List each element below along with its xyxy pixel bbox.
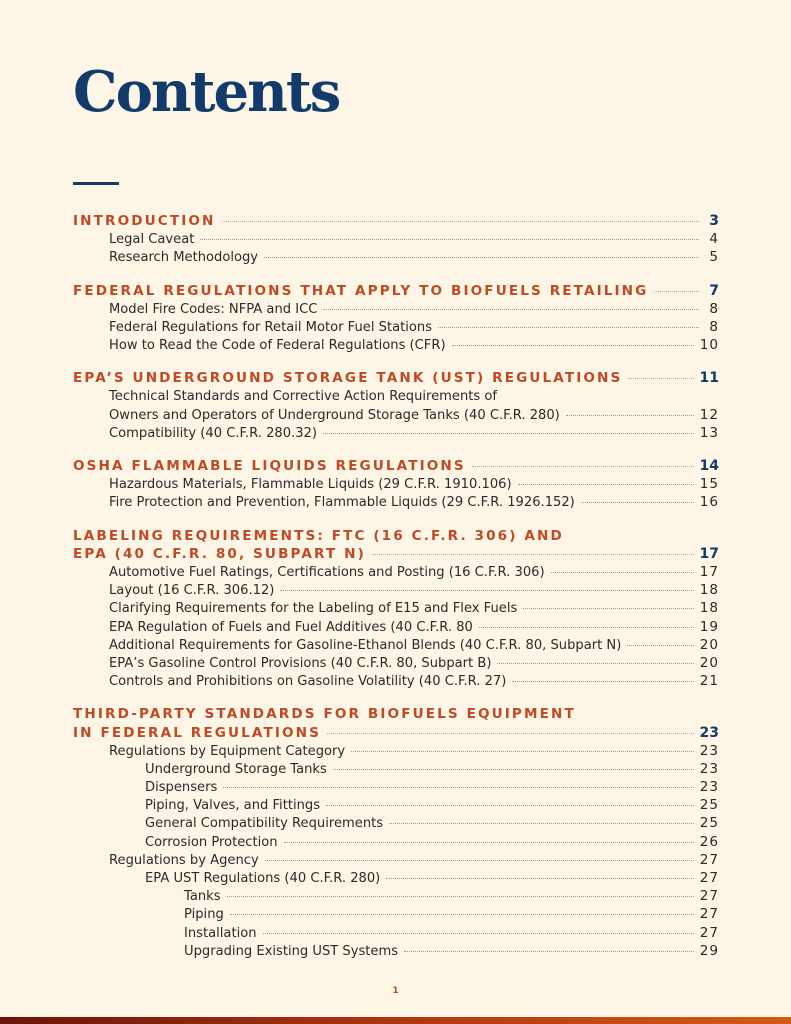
toc-page-number: 15 bbox=[699, 476, 719, 493]
toc-entry-title: Model Fire Codes: NFPA and ICC bbox=[109, 301, 318, 317]
toc-entry-title: Owners and Operators of Underground Storage Tanks (40 C.F.R. 280) bbox=[109, 407, 560, 423]
toc-entry[interactable] bbox=[73, 337, 719, 355]
toc-heading-entry[interactable] bbox=[73, 458, 719, 476]
dot-leader bbox=[323, 309, 699, 310]
toc-entry-title: Regulations by Agency bbox=[109, 852, 259, 868]
toc-page-number: 18 bbox=[699, 582, 719, 599]
toc-entry[interactable] bbox=[73, 906, 719, 924]
dot-leader bbox=[472, 466, 694, 467]
toc-page-number: 7 bbox=[709, 282, 719, 299]
toc-entry[interactable] bbox=[73, 389, 719, 407]
toc-entry-title: Clarifying Requirements for the Labeling of E15 and Flex Fuels bbox=[109, 601, 518, 617]
dot-leader bbox=[222, 221, 700, 222]
dot-leader bbox=[230, 914, 694, 915]
toc-page-number: 23 bbox=[699, 760, 719, 777]
dot-leader bbox=[581, 502, 694, 503]
toc-page-number: 27 bbox=[699, 851, 719, 868]
dot-leader bbox=[497, 663, 693, 664]
dot-leader bbox=[372, 554, 694, 555]
toc-entry-title: How to Read the Code of Federal Regulations (CFR) bbox=[109, 338, 446, 354]
toc-heading-entry[interactable] bbox=[73, 213, 719, 231]
toc-entry-title: EPA (40 C.F.R. 80, SUBPART N) bbox=[73, 545, 366, 562]
toc-entry[interactable] bbox=[73, 743, 719, 761]
toc-entry-title: Automotive Fuel Ratings, Certifications and Posting (16 C.F.R. 306) bbox=[109, 565, 545, 580]
toc-entry-title: Tanks bbox=[184, 889, 221, 905]
dot-leader bbox=[200, 239, 699, 240]
toc-page-number: 13 bbox=[699, 424, 719, 441]
toc-entry-title: Upgrading Existing UST Systems bbox=[184, 943, 399, 959]
toc-entry-title: Layout (16 C.F.R. 306.12) bbox=[109, 583, 275, 599]
toc-entry[interactable] bbox=[73, 779, 719, 797]
toc-entry[interactable] bbox=[73, 834, 719, 852]
toc-entry[interactable] bbox=[73, 476, 719, 494]
toc-page-number: 25 bbox=[699, 815, 719, 832]
toc-entry-title: Additional Requirements for Gasoline-Ethanol Blends (40 C.F.R. 80, Subpart N) bbox=[109, 637, 622, 653]
toc-entry-title: FEDERAL REGULATIONS THAT APPLY TO BIOFUELS RETAILING bbox=[73, 282, 649, 299]
dot-leader bbox=[654, 291, 699, 292]
toc-section bbox=[73, 458, 719, 513]
toc-page-number: 27 bbox=[699, 906, 719, 923]
dot-leader bbox=[479, 627, 694, 628]
toc-entry[interactable] bbox=[73, 943, 719, 961]
dot-leader bbox=[333, 769, 694, 770]
toc-page-number: 4 bbox=[709, 231, 719, 248]
toc-page-number: 29 bbox=[699, 942, 719, 959]
dot-leader bbox=[438, 327, 699, 328]
toc-entry-title: LABELING REQUIREMENTS: FTC (16 C.F.R. 306) AND bbox=[73, 527, 564, 544]
toc-entry[interactable] bbox=[73, 655, 719, 673]
toc-page-number: 27 bbox=[699, 870, 719, 886]
toc-entry[interactable] bbox=[73, 425, 719, 443]
dot-leader bbox=[512, 681, 693, 682]
toc-entry-title: Piping bbox=[184, 907, 224, 923]
dot-leader bbox=[518, 484, 694, 485]
toc-entry-title: THIRD-PARTY STANDARDS FOR BIOFUELS EQUIPMENT bbox=[73, 706, 576, 723]
dot-leader bbox=[351, 751, 694, 752]
toc-section bbox=[73, 213, 719, 268]
toc-entry-title: Technical Standards and Corrective Action Requirements of bbox=[109, 388, 498, 404]
toc-entry[interactable] bbox=[73, 797, 719, 815]
toc-entry[interactable] bbox=[73, 564, 719, 582]
toc-entry-title: INTRODUCTION bbox=[73, 213, 216, 229]
dot-leader bbox=[280, 590, 693, 591]
toc-page-number: 26 bbox=[699, 833, 719, 850]
toc-page-number: 23 bbox=[699, 724, 719, 741]
toc-heading-entry[interactable] bbox=[73, 706, 719, 724]
toc-page-number: 19 bbox=[699, 618, 719, 635]
toc-page-number: 27 bbox=[699, 888, 719, 905]
toc-entry-title: EPA UST Regulations (40 C.F.R. 280) bbox=[145, 871, 381, 886]
dot-leader bbox=[265, 860, 694, 861]
toc-heading-entry[interactable] bbox=[73, 725, 719, 743]
dot-leader bbox=[284, 842, 694, 843]
toc-page-number: 18 bbox=[699, 600, 719, 617]
toc-entry-title: Installation bbox=[184, 925, 257, 941]
toc-entry-title: EPA’S UNDERGROUND STORAGE TANK (UST) REGULATIONS bbox=[73, 370, 623, 387]
toc-page-number: 8 bbox=[709, 300, 719, 317]
toc-entry-title: Legal Caveat bbox=[109, 232, 195, 248]
dot-leader bbox=[223, 787, 693, 788]
toc-entry[interactable] bbox=[73, 815, 719, 833]
toc-heading-entry[interactable] bbox=[73, 528, 719, 546]
toc-entry-title: EPA’s Gasoline Control Provisions (40 C.F.R. 80, Subpart B) bbox=[109, 655, 492, 671]
toc-entry-title: Corrosion Protection bbox=[145, 834, 278, 850]
toc-heading-entry[interactable] bbox=[73, 283, 719, 301]
toc-entry[interactable] bbox=[73, 249, 719, 267]
toc-entry[interactable] bbox=[73, 301, 719, 319]
dot-leader bbox=[404, 951, 694, 952]
dot-leader bbox=[627, 645, 693, 646]
toc-page-number: 17 bbox=[699, 564, 719, 580]
page-number: 1 bbox=[392, 986, 399, 996]
dot-leader bbox=[323, 433, 694, 434]
dot-leader bbox=[327, 733, 693, 734]
toc-entry[interactable] bbox=[73, 761, 719, 779]
dot-leader bbox=[263, 933, 694, 934]
dot-leader bbox=[389, 823, 694, 824]
toc-page-number: 17 bbox=[699, 545, 719, 562]
dot-leader bbox=[326, 805, 694, 806]
toc-page-number: 8 bbox=[709, 318, 719, 335]
toc-entry-title: Underground Storage Tanks bbox=[145, 761, 327, 777]
toc-heading-entry[interactable] bbox=[73, 370, 719, 388]
toc-heading-entry[interactable] bbox=[73, 546, 719, 564]
toc-page-number: 11 bbox=[699, 370, 719, 387]
toc-page-number: 5 bbox=[709, 249, 719, 266]
toc-entry[interactable] bbox=[73, 925, 719, 943]
toc-entry[interactable] bbox=[73, 407, 719, 425]
toc-entry[interactable] bbox=[73, 600, 719, 618]
toc-page-number: 10 bbox=[699, 337, 719, 354]
toc-entry-title: Federal Regulations for Retail Motor Fuel Stations bbox=[109, 319, 433, 335]
toc-entry-title: EPA Regulation of Fuels and Fuel Additives (40 C.F.R. 80 bbox=[109, 619, 473, 635]
toc-entry-title: General Compatibility Requirements bbox=[145, 816, 384, 832]
toc-entry[interactable] bbox=[73, 888, 719, 906]
toc-page-number: 20 bbox=[699, 654, 719, 671]
toc-entry-title: Fire Protection and Prevention, Flammable Liquids (29 C.F.R. 1926.152) bbox=[109, 495, 575, 511]
toc-entry-title: Research Methodology bbox=[109, 250, 259, 266]
toc-page-number: 12 bbox=[699, 406, 719, 423]
toc-page-number: 16 bbox=[699, 494, 719, 511]
toc-section bbox=[73, 370, 719, 443]
toc-page-number: 23 bbox=[699, 742, 719, 759]
toc-entry-title: IN FEDERAL REGULATIONS bbox=[73, 724, 322, 741]
toc-entry[interactable] bbox=[73, 582, 719, 600]
dot-leader bbox=[566, 415, 694, 416]
toc-page-number: 23 bbox=[699, 779, 719, 796]
table-of-contents bbox=[73, 213, 719, 976]
toc-entry[interactable] bbox=[73, 231, 719, 249]
toc-entry-title: Piping, Valves, and Fittings bbox=[145, 798, 321, 814]
dot-leader bbox=[386, 878, 693, 879]
toc-entry-title: Regulations by Equipment Category bbox=[109, 743, 346, 759]
toc-page-number: 20 bbox=[699, 636, 719, 653]
toc-entry[interactable] bbox=[73, 494, 719, 512]
title-underline bbox=[73, 182, 119, 185]
toc-section bbox=[73, 706, 719, 961]
toc-entry-title: Controls and Prohibitions on Gasoline Volatility (40 C.F.R. 27) bbox=[109, 674, 507, 690]
toc-page-number: 21 bbox=[699, 673, 719, 690]
dot-leader bbox=[551, 572, 694, 573]
toc-page-number: 3 bbox=[709, 213, 719, 229]
toc-entry-title: Hazardous Materials, Flammable Liquids (29 C.F.R. 1910.106) bbox=[109, 477, 512, 493]
dot-leader bbox=[227, 896, 694, 897]
toc-entry[interactable] bbox=[73, 673, 719, 691]
dot-leader bbox=[452, 345, 694, 346]
bottom-accent-bar bbox=[0, 1017, 791, 1024]
toc-entry[interactable] bbox=[73, 637, 719, 655]
toc-section bbox=[73, 528, 719, 692]
page-title: Contents bbox=[73, 59, 340, 125]
toc-page-number: 27 bbox=[699, 924, 719, 941]
toc-entry-title: Dispensers bbox=[145, 780, 218, 796]
toc-page-number: 14 bbox=[699, 458, 719, 475]
toc-entry[interactable] bbox=[73, 852, 719, 870]
toc-entry[interactable] bbox=[73, 870, 719, 888]
dot-leader bbox=[628, 378, 693, 379]
toc-entry-title: OSHA FLAMMABLE LIQUIDS REGULATIONS bbox=[73, 458, 466, 475]
toc-section bbox=[73, 283, 719, 356]
dot-leader bbox=[523, 608, 693, 609]
toc-entry[interactable] bbox=[73, 619, 719, 637]
toc-entry-title: Compatibility (40 C.F.R. 280.32) bbox=[109, 425, 317, 441]
dot-leader bbox=[264, 257, 699, 258]
toc-entry[interactable] bbox=[73, 319, 719, 337]
toc-page-number: 25 bbox=[699, 797, 719, 814]
